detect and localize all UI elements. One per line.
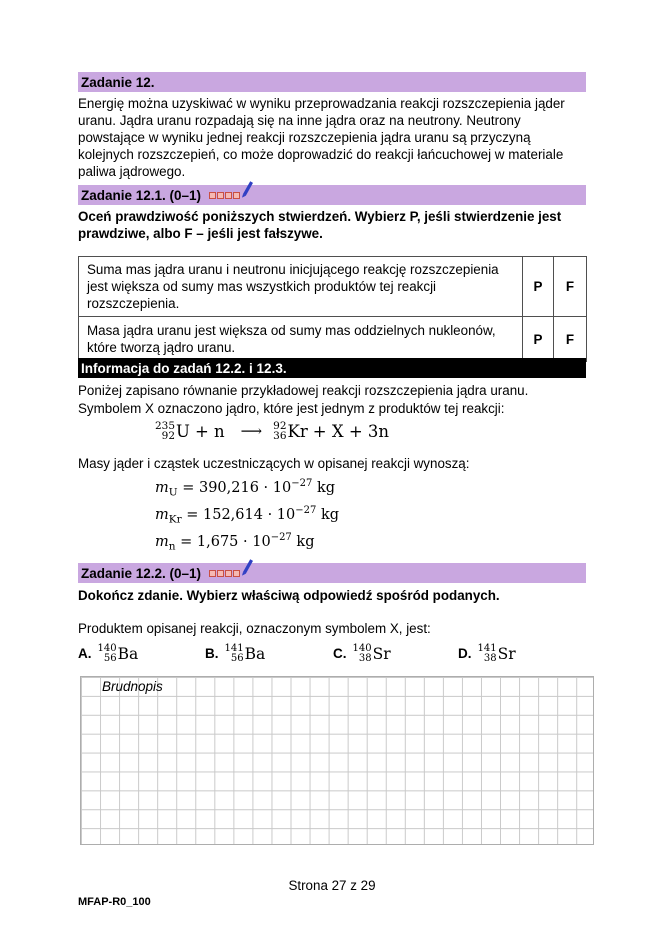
info-header-bar: [78, 358, 586, 378]
page-number: Strona 27 z 29: [288, 878, 376, 893]
scratchpad-grid: [80, 676, 594, 845]
table-row: [79, 317, 587, 362]
answer-boxes-icon: [209, 570, 240, 577]
table-row: [79, 257, 587, 317]
mass-uranium: $m_U = 390,216 \cdot 10^{-27}$ kg: [155, 478, 336, 499]
true-false-table: [78, 256, 587, 362]
option-c[interactable]: C. 140 38 Sr: [333, 643, 391, 664]
task-12-header-bar: [78, 72, 586, 92]
task-12-1-header-bar: [78, 185, 586, 205]
equation-tail: + X + 3n: [312, 421, 390, 441]
statement-2: Masa jądra uranu jest większa od sumy mas oddzielnych nukleonów, które tworzą jądro uranu.: [79, 317, 523, 362]
mass-krypton: $m_{Kr} = 152,614 \cdot 10^{-27}$ kg: [155, 505, 340, 526]
uranium-nuclide: 235 92 U: [155, 420, 190, 442]
task-12-1-instruction: Oceń prawdziwość poniższych stwierdzeń. Wybierz P, jeśli stwierdzenie jest prawdziwe, albo F – jeśli jest fałszywe.: [78, 209, 562, 241]
statement-1-option-f[interactable]: F: [554, 257, 587, 317]
task-12-2-instruction: Dokończ zdanie. Wybierz właściwą odpowiedź spośród podanych.: [78, 588, 500, 603]
masses-intro: Masy jąder i cząstek uczestniczących w opisanej reakcji wynoszą:: [78, 456, 470, 471]
statement-1-option-p[interactable]: P: [523, 257, 554, 317]
pen-icon: [238, 179, 254, 200]
pen-icon: [238, 557, 254, 578]
info-line-1: Poniżej zapisano równanie przykładowej reakcji rozszczepienia jądra uranu.: [78, 383, 529, 398]
statement-1: Suma mas jądra uranu i neutronu inicjującego reakcję rozszczepienia jest większa od sumy mas wszystkich produktów tej reakcji rozszczepienia.: [79, 257, 523, 317]
answer-boxes-icon: [209, 192, 240, 199]
scratchpad-label: Brudnopis: [102, 679, 163, 694]
option-d[interactable]: D. 141 38 Sr: [458, 643, 516, 664]
info-line-2: Symbolem X oznaczono jądro, które jest jednym z produktów tej reakcji:: [78, 401, 505, 416]
task-12-2-header-bar: [78, 563, 586, 583]
answer-sheet-icon: [209, 568, 254, 578]
option-d-nuclide: 141 38 Sr: [477, 643, 516, 664]
task-12-1-header-label: Zadanie 12.1. (0–1): [81, 187, 202, 203]
krypton-nuclide: 92 36 Kr: [273, 420, 308, 442]
statement-2-option-f[interactable]: F: [554, 317, 587, 362]
answer-sheet-icon: [209, 190, 254, 200]
task-12-intro-paragraph: Energię można uzyskiwać w wyniku przeprowadzania reakcji rozszczepienia jąder uranu. Jądra uranu rozpadają się na inne jądra oraz na neutrony. Neutrony powstające w wyniku jednej reakcji rozszczepienia jądra uranu są przyczyną kolejnych rozszczepień, co może doprowadzić do reakcji łańcuchowej w materiale paliwa jądrowego.: [78, 96, 565, 179]
answer-options-row: [78, 644, 618, 663]
statement-2-option-p[interactable]: P: [523, 317, 554, 362]
option-a-nuclide: 140 56 Ba: [97, 643, 139, 664]
task-12-2-header-label: Zadanie 12.2. (0–1): [81, 565, 202, 581]
mass-neutron: $m_n = 1,675 \cdot 10^{-27}$ kg: [155, 532, 315, 553]
option-c-nuclide: 140 38 Sr: [352, 643, 391, 664]
plus-neutron: + n: [194, 421, 225, 441]
fission-reaction-equation: [155, 421, 394, 441]
option-a[interactable]: A. 140 56 Ba: [78, 643, 139, 664]
task-12-2-stem: Produktem opisanej reakcji, oznaczonym symbolem X, jest:: [78, 621, 431, 636]
option-b-nuclide: 141 56 Ba: [224, 643, 266, 664]
reaction-arrow: ⟶: [240, 422, 263, 440]
option-b[interactable]: B. 141 56 Ba: [205, 643, 266, 664]
exam-form-code: MFAP-R0_100: [78, 896, 151, 908]
task-12-header-label: Zadanie 12.: [81, 74, 155, 90]
info-header-label: Informacja do zadań 12.2. i 12.3.: [81, 360, 287, 376]
